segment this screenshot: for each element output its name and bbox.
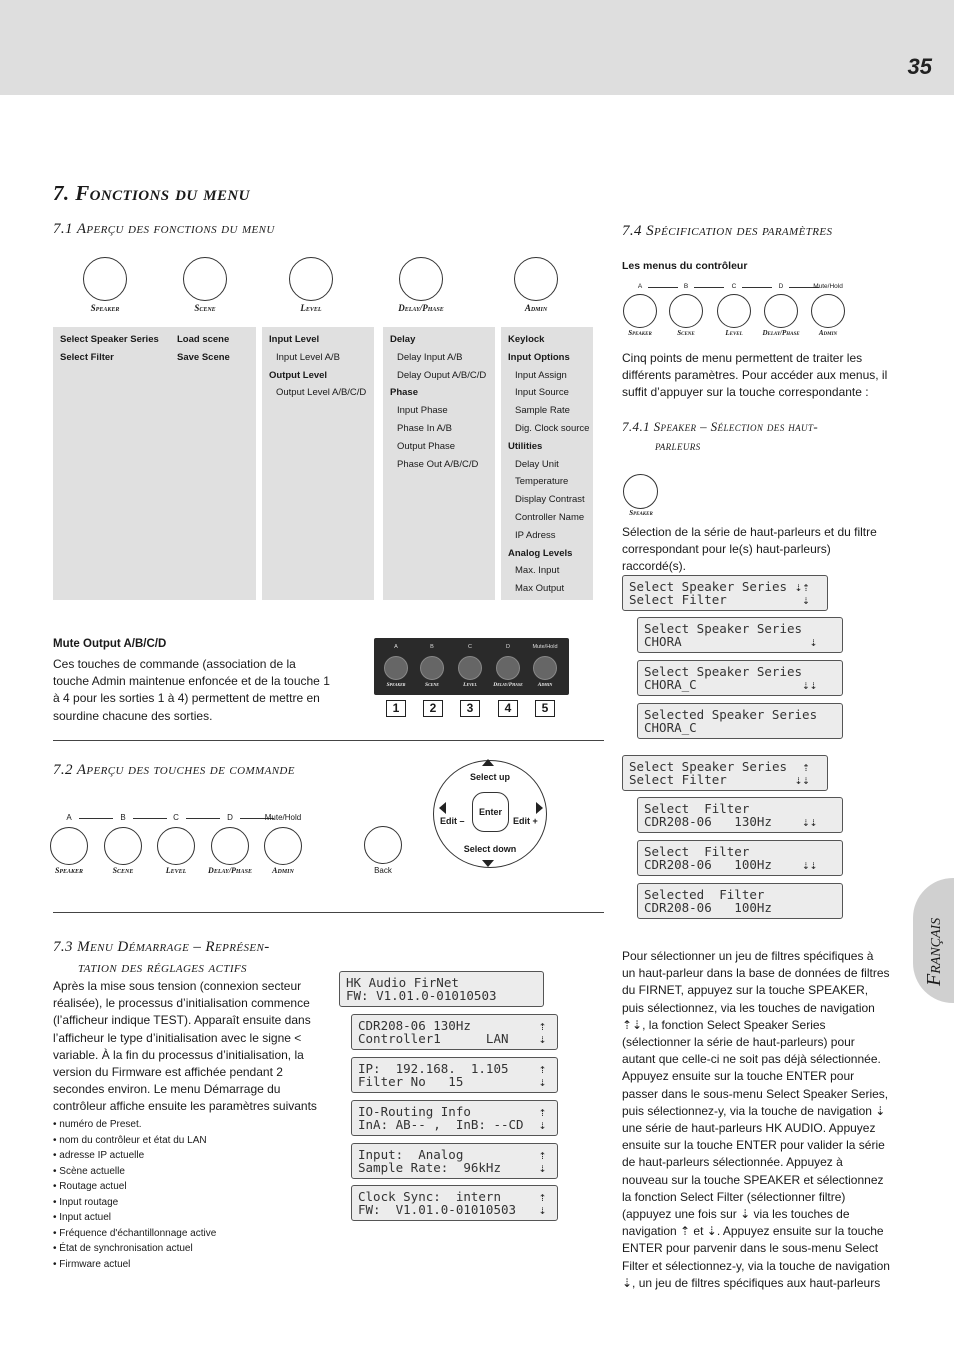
number-box-3: 3 bbox=[460, 700, 480, 717]
delay-phase-key[interactable] bbox=[211, 827, 249, 865]
menu-item-sample-rate: Sample Rate bbox=[515, 405, 570, 417]
bullet-item: • Fréquence d'échantillonnage active bbox=[53, 1227, 217, 1239]
section-7-3-heading-cont: tation des réglages actifs bbox=[78, 960, 247, 976]
speaker-lcd-2: Select Speaker Series CHORA ⇣ bbox=[637, 617, 843, 653]
menu-column-5 bbox=[501, 327, 593, 600]
page-number: 35 bbox=[907, 54, 932, 79]
menu-item-display-contrast: Display Contrast bbox=[515, 494, 585, 506]
panel-letter: C bbox=[468, 644, 472, 650]
panel-letter: D bbox=[506, 644, 510, 650]
arrow-left-icon bbox=[439, 802, 446, 814]
panel-label: Level bbox=[463, 682, 477, 688]
key-letter-b: B bbox=[120, 813, 126, 822]
menu-item-output-phase: Output Phase bbox=[397, 440, 456, 452]
menu-item-ip-adress: IP Adress bbox=[515, 529, 556, 541]
menu-column-2 bbox=[170, 327, 256, 600]
menu-item-output-level-a-b-c-d: Output Level A/B/C/D bbox=[276, 387, 367, 399]
menu-item-select-speaker-series: Select Speaker Series bbox=[60, 334, 159, 345]
menu-item-input-source: Input Source bbox=[515, 387, 569, 399]
panel-label: Delay/Phase bbox=[493, 682, 523, 688]
speaker-label: Speaker bbox=[629, 509, 653, 517]
language-tab bbox=[913, 878, 954, 1003]
admin-small-label: Admin bbox=[818, 329, 838, 337]
panel-label: Scene bbox=[425, 682, 439, 688]
bullet-item: • numéro de Preset. bbox=[53, 1119, 142, 1130]
number-box-2: 2 bbox=[423, 700, 443, 717]
panel-letter: A bbox=[394, 644, 398, 650]
menu-item-max-output: Max Output bbox=[515, 583, 565, 595]
speaker-lcd-4: Selected Speaker Series CHORA_C bbox=[637, 703, 843, 739]
section-7-4-heading: 7.4 Spécification des paramètres bbox=[622, 223, 833, 239]
menu-item-input-assign: Input Assign bbox=[515, 369, 567, 381]
menu-item-phase: Phase bbox=[390, 387, 418, 399]
key-letter-c: C bbox=[173, 813, 179, 822]
bullet-item: • État de synchronisation actuel bbox=[53, 1243, 193, 1254]
menu-item-input-phase: Input Phase bbox=[397, 405, 448, 417]
small-letter-c: C bbox=[731, 283, 737, 290]
section-7-3-heading: 7.3 Menu Démarrage – Représen- bbox=[53, 939, 270, 955]
back-button[interactable] bbox=[364, 826, 402, 864]
enter-label: Enter bbox=[478, 807, 502, 817]
key-letter-d: D bbox=[227, 813, 233, 822]
filter-selection-text: Pour sélectionner un jeu de filtres spécifiques à un haut-parleur dans la base de données de filtres du FIRNET, appuyez sur la touche SPEAKER, puis sélectionnez, via les touches de navigation ⇡⇣, la fonction Select Speaker Series (sélectionner la série de haut-parleurs) pour autant que celle-ci ne soit pas déjà sélectionnée. Appuyez ensuite sur la touche ENTER pour passer dans le sous-menu Select Speaker Series, puis sélectionnez-y, via la touche de navigation ⇣ une série de haut-parleurs HK AUDIO. Appuyez ensuite sur la touche ENTER pour valider la série de haut-parleurs sélectionnée. Appuyez à nouveau sur la touche SPEAKER et sélectionnez la fonction Select Filter (sélectionner filtre) (appuyez une fois sur ⇣ via les touches de navigation ⇡ et ⇣. Appuyez ensuite sur la touche ENTER pour parvenir dans le sous-menu Select Filter et sélectionnez-y, via la touche de navigation ⇣, un jeu de filtres spécifiques aux haut-parleurs bbox=[622, 949, 890, 1290]
language-tab-label: Français bbox=[923, 917, 945, 986]
section-7-1-heading: 7.1 Aperçu des fonctions du menu bbox=[53, 221, 275, 237]
menu-item-analog-levels: Analog Levels bbox=[508, 547, 573, 559]
speaker-lcd-7: Select Filter CDR208-06 100Hz ⇣⇣ bbox=[637, 840, 843, 876]
menu-item-phase-out-a-b-c-d: Phase Out A/B/C/D bbox=[397, 458, 479, 470]
mute-heading: Mute Output A/B/C/D bbox=[53, 638, 167, 650]
level-small-label: Level bbox=[725, 329, 743, 337]
small-letter-d: D bbox=[778, 283, 784, 290]
menu-item-select-filter: Select Filter bbox=[60, 351, 114, 363]
section-7-4-1-heading: 7.4.1 Speaker – Sélection des haut- bbox=[622, 419, 819, 434]
menu-item-input-level: Input Level bbox=[269, 334, 320, 345]
panel-letter: Mute/Hold bbox=[532, 644, 558, 650]
speaker-key-label: Speaker bbox=[54, 866, 84, 875]
scene-key[interactable] bbox=[104, 827, 142, 865]
number-box-4: 4 bbox=[498, 700, 518, 717]
admin-knob[interactable] bbox=[514, 257, 558, 301]
small-letter-mute-hold: Mute/Hold bbox=[813, 283, 843, 290]
menu-item-controller-name: Controller Name bbox=[515, 511, 585, 523]
arrow-right-icon bbox=[536, 802, 543, 814]
speaker-lcd-6: Select Filter CDR208-06 130Hz ⇣⇣ bbox=[637, 797, 843, 833]
controller-panel-image bbox=[374, 638, 569, 695]
menu-column-3 bbox=[262, 327, 374, 600]
admin-small-key[interactable] bbox=[811, 294, 845, 328]
startup-lcd-2: CDR208-06 130Hz ⇡ Controller1 LAN ⇣ bbox=[351, 1014, 558, 1050]
speaker-knob[interactable] bbox=[83, 257, 127, 301]
menu-item-delay-unit: Delay Unit bbox=[515, 458, 559, 470]
startup-bullets bbox=[53, 1117, 323, 1272]
scene-knob[interactable] bbox=[183, 257, 227, 301]
select-up-label: Select up bbox=[469, 772, 510, 782]
bullet-item: • Input actuel bbox=[53, 1212, 111, 1223]
admin-label: Admin bbox=[524, 303, 548, 313]
menu-item-utilities: Utilities bbox=[508, 440, 543, 452]
scene-key-label: Scene bbox=[112, 866, 134, 875]
panel-label: Speaker bbox=[386, 682, 406, 688]
scene-label: Scene bbox=[194, 303, 216, 313]
panel-knob bbox=[496, 656, 520, 680]
level-key[interactable] bbox=[157, 827, 195, 865]
key-letter-mute-hold: Mute/Hold bbox=[264, 813, 302, 822]
panel-label: Admin bbox=[537, 682, 553, 688]
navigation-pad[interactable] bbox=[433, 760, 547, 868]
delay-phase-small-label: Delay/Phase bbox=[762, 329, 800, 337]
speaker-small-key[interactable] bbox=[623, 294, 657, 328]
menu-item-temperature: Temperature bbox=[515, 476, 569, 488]
speaker-lcd-1: Select Speaker Series ⇣⇡ Select Filter ⇣ bbox=[622, 575, 828, 611]
startup-lcd-5: Input: Analog ⇡ Sample Rate: 96kHz ⇣ bbox=[351, 1143, 558, 1179]
menu-item-delay-input-a-b: Delay Input A/B bbox=[397, 351, 463, 363]
admin-key-label: Admin bbox=[272, 866, 294, 875]
select-down-label: Select down bbox=[463, 844, 517, 854]
speaker-lcd-5: Select Speaker Series ⇡ Select Filter ⇣⇣ bbox=[622, 755, 828, 791]
level-key-label: Level bbox=[165, 866, 187, 875]
panel-knob bbox=[420, 656, 444, 680]
section-7-4-1-heading-cont: parleurs bbox=[655, 438, 701, 453]
startup-text: Après la mise sous tension (connexion secteur réalisée), le processus d’initialisation commence (l’afficheur indique TEST). Apparaît ensuite dans l’afficheur le type d’initialisation avec le signe < variable. À la fin du processus d’initialisation, la version du Firmware est affichée pendant 2 secondes environ. Le menu Démarrage du contrôleur affiche ensuite les paramètres suivants bbox=[53, 979, 317, 1114]
menu-item-save-scene: Save Scene bbox=[177, 351, 230, 363]
speaker-label: Speaker bbox=[90, 303, 120, 313]
menu-item-dig-clock-source: Dig. Clock source bbox=[515, 422, 590, 434]
speaker-selection-text: Sélection de la série de haut-parleurs et du filtre correspondant pour le(s) haut-parleurs) raccordé(s). bbox=[622, 525, 877, 574]
edit-plus-label: Edit + bbox=[513, 816, 538, 826]
menu-item-input-level-a-b: Input Level A/B bbox=[276, 351, 340, 363]
bullet-item: • nom du contrôleur et état du LAN bbox=[53, 1134, 207, 1146]
arrow-down-icon bbox=[482, 860, 494, 867]
scene-small-key[interactable] bbox=[669, 294, 703, 328]
section-7-2-heading: 7.2 Aperçu des touches de commande bbox=[53, 762, 295, 778]
delay-phase-label: Delay/Phase bbox=[398, 303, 444, 313]
mute-text: Ces touches de commande (association de la touche Admin maintenue enfoncée et de la touche 1 à 4 pour les sorties 1 à 4) permettent de mettre en sourdine chacune des sorties. bbox=[53, 657, 330, 723]
arrow-up-icon bbox=[482, 759, 494, 766]
number-box-5: 5 bbox=[535, 700, 555, 717]
delay-phase-small-key[interactable] bbox=[764, 294, 798, 328]
startup-lcd-4: IO-Routing Info ⇡ InA: AB-- , InB: --CD ⇣ bbox=[351, 1100, 558, 1136]
menu-item-input-options: Input Options bbox=[508, 351, 570, 363]
bullet-item: • Firmware actuel bbox=[53, 1258, 131, 1270]
speaker-lcd-8: Selected Filter CDR208-06 100Hz bbox=[637, 883, 843, 919]
bullet-item: • Routage actuel bbox=[53, 1181, 127, 1192]
enter-button[interactable] bbox=[472, 792, 509, 832]
menu-item-max-input: Max. Input bbox=[515, 565, 560, 577]
menu-item-delay-ouput-a-b-c-d: Delay Ouput A/B/C/D bbox=[397, 369, 487, 381]
panel-letter: B bbox=[430, 644, 434, 650]
divider bbox=[53, 740, 604, 741]
panel-knob bbox=[458, 656, 482, 680]
delay-phase-key-label: Delay/Phase bbox=[208, 866, 252, 875]
level-small-key[interactable] bbox=[717, 294, 751, 328]
level-knob[interactable] bbox=[289, 257, 333, 301]
divider bbox=[53, 912, 604, 913]
speaker-lcd-3: Select Speaker Series CHORA_C ⇣⇣ bbox=[637, 660, 843, 696]
small-letter-a: A bbox=[637, 283, 643, 290]
menu-column-4 bbox=[383, 327, 495, 600]
menu-item-delay: Delay bbox=[390, 334, 416, 345]
number-box-1: 1 bbox=[386, 700, 406, 717]
menu-item-load-scene: Load scene bbox=[177, 334, 230, 345]
menu-item-phase-in-a-b: Phase In A/B bbox=[397, 422, 452, 434]
speaker-small-label: Speaker bbox=[628, 329, 652, 337]
speaker-button[interactable] bbox=[623, 474, 658, 509]
back-label: Back bbox=[374, 866, 392, 875]
panel-knob bbox=[384, 656, 408, 680]
controller-menus-heading: Les menus du contrôleur bbox=[622, 260, 748, 272]
level-label: Level bbox=[300, 303, 322, 313]
speaker-key[interactable] bbox=[50, 827, 88, 865]
page-title: 7. Fonctions du menu bbox=[53, 181, 250, 205]
edit-minus-label: Edit – bbox=[440, 816, 465, 826]
startup-lcd-6: Clock Sync: intern ⇡ FW: V1.01.0-01010503 ⇣ bbox=[351, 1185, 558, 1221]
admin-key[interactable] bbox=[264, 827, 302, 865]
menu-item-output-level: Output Level bbox=[269, 369, 328, 381]
small-letter-b: B bbox=[683, 283, 689, 290]
panel-knob bbox=[533, 656, 557, 680]
menu-item-keylock: Keylock bbox=[508, 334, 545, 345]
scene-small-label: Scene bbox=[677, 329, 695, 337]
delay-phase-knob[interactable] bbox=[399, 257, 443, 301]
bullet-item: • adresse IP actuelle bbox=[53, 1150, 145, 1161]
header-band bbox=[0, 0, 954, 95]
menu-points-text: Cinq points de menu permettent de traiter les différents paramètres. Pour accéder aux menus, il suffit d’appuyer sur la touche correspondante : bbox=[622, 351, 888, 400]
bullet-item: • Scène actuelle bbox=[53, 1165, 125, 1177]
key-letter-a: A bbox=[66, 813, 72, 822]
startup-lcd-1: HK Audio FirNet FW: V1.01.0-01010503 bbox=[339, 971, 544, 1007]
bullet-item: • Input routage bbox=[53, 1196, 119, 1208]
startup-lcd-3: IP: 192.168. 1.105 ⇡ Filter No 15 ⇣ bbox=[351, 1057, 558, 1093]
